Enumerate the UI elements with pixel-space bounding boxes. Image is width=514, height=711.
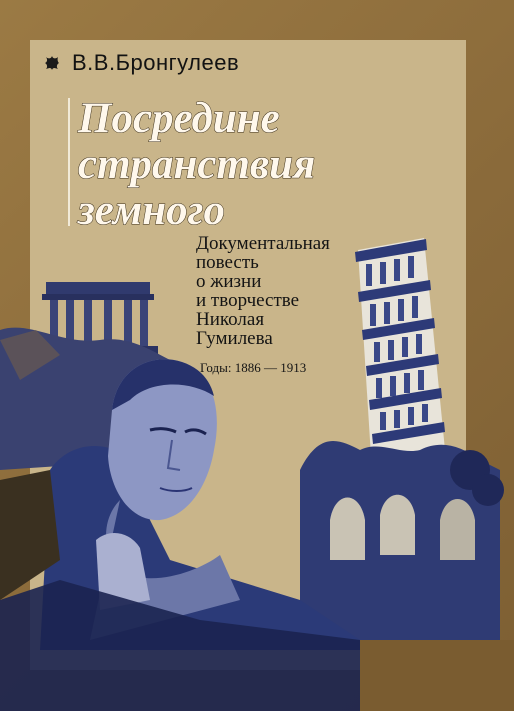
leaning-tower: [355, 238, 446, 472]
subtitle-line: Николая: [196, 309, 265, 330]
fleuron-icon: [44, 55, 60, 71]
title-line: Посредине: [78, 95, 280, 142]
subtitle-line: Гумилева: [196, 328, 273, 349]
author-row: [44, 48, 239, 78]
subtitle-line: о жизни: [196, 271, 262, 292]
book-title: [78, 96, 315, 234]
years-label: Годы: 1886 — 1913: [200, 360, 307, 375]
title-accent-bar: [68, 98, 70, 226]
subtitle-line: и творчестве: [196, 290, 300, 311]
author-name: В.В.Бронгулеев: [72, 50, 240, 75]
title-line: странствия: [78, 141, 316, 188]
subtitle-line: Документальная: [196, 233, 330, 254]
title-line: земного: [78, 187, 225, 234]
subtitle-line: повесть: [196, 252, 259, 273]
book-subtitle: [196, 234, 330, 348]
